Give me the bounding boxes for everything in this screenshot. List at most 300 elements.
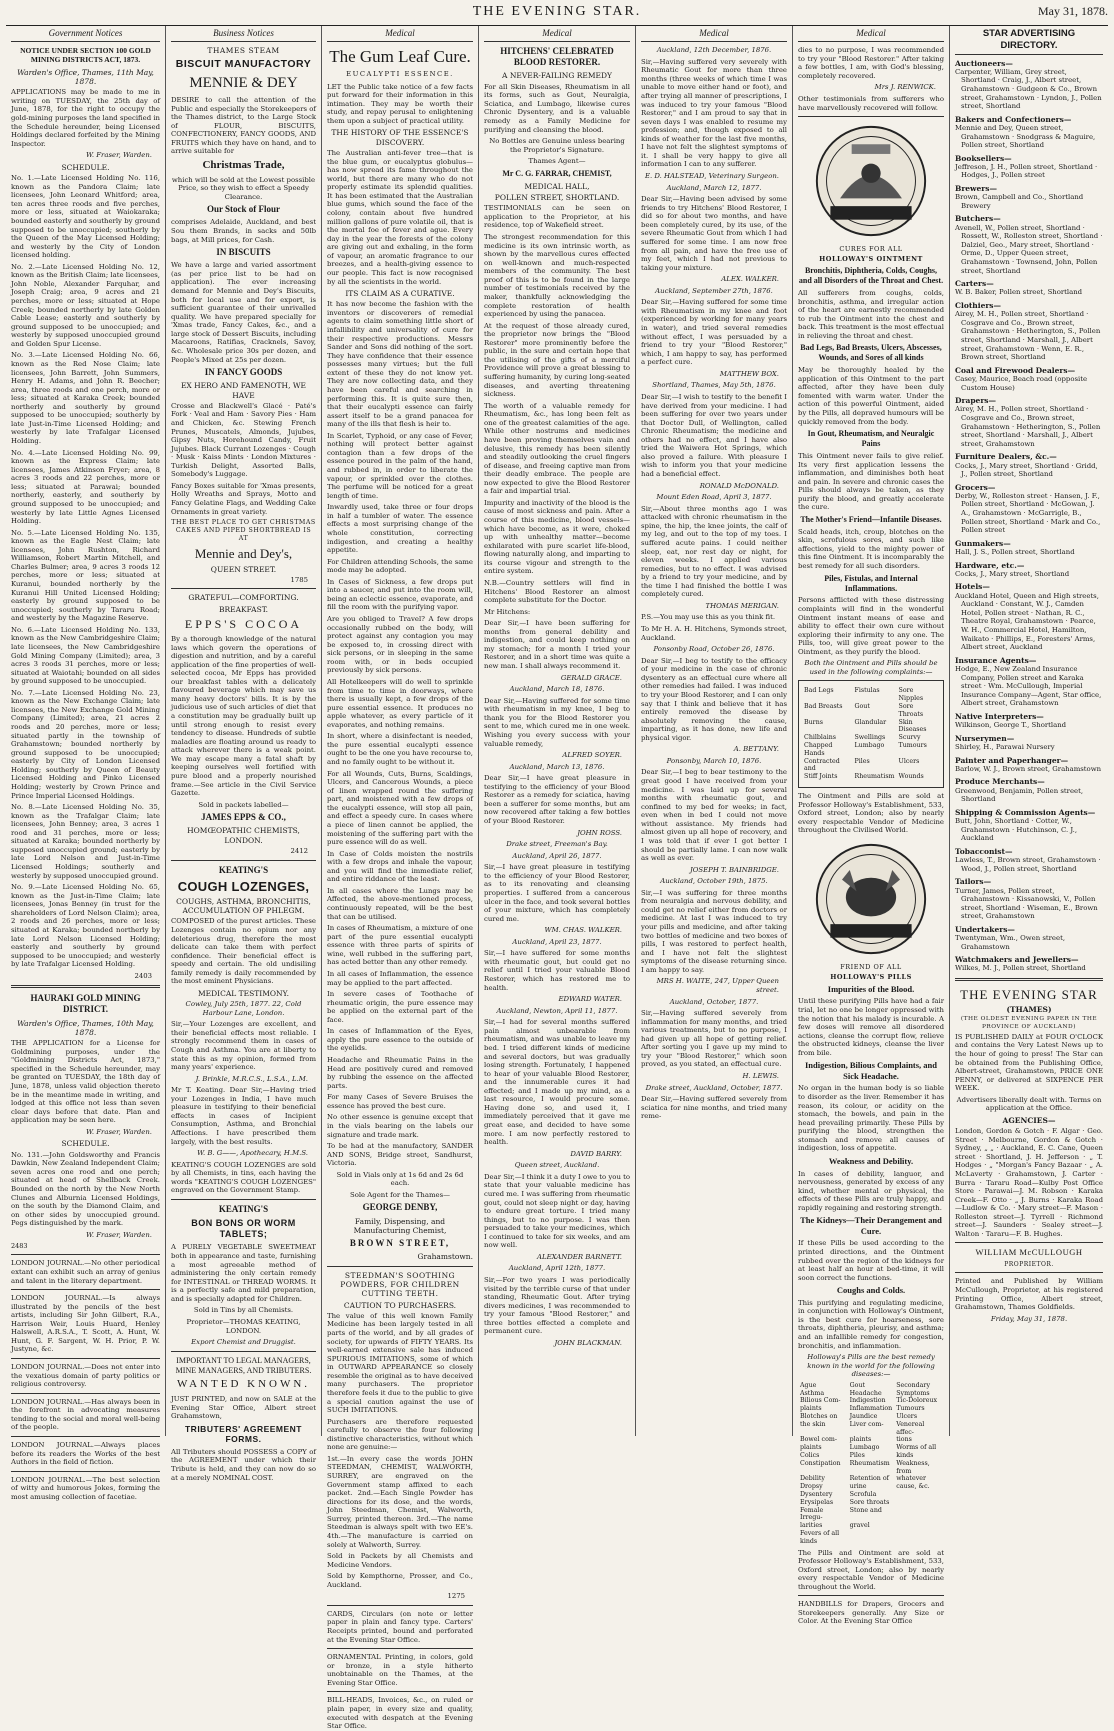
directory-category: Butchers—: [955, 214, 1001, 224]
seal-lettering: FRIEND OF ALL: [840, 962, 902, 971]
letter-body: Dear Sir,—I have been suffering for months from general debility and indigestion, and could keep nothing on my stomach; for a month I tried your Restorer, and in a short time was quite a new man. I shall always recommend it.: [484, 619, 630, 671]
table-row: [798, 1491, 944, 1499]
nota-bene: N.B.—Country settlers will find in Hitchens' Blood Restorer an almost complete substitute for the Doctor.: [484, 578, 630, 605]
letter-signature: ALEX. WALKER.: [721, 275, 779, 284]
complaints-table: [802, 687, 940, 781]
table-cell: Bowel com-: [800, 1436, 837, 1444]
table-cell: cause, &c.: [896, 1483, 930, 1491]
divider: [11, 1393, 160, 1394]
testimony-body-2: Mr T. Keating. Dear Sir,—Having tried your Lozenges in India, I have much pleasure in testifying to their beneficial effects in cases of Incipient Consumption, Asthma, and Bronchial Affections. I have prescribed them largely, with the best results.: [171, 1086, 316, 1146]
table-row: [798, 1475, 944, 1483]
letter-date: Auckland, October 19th, 1875.: [660, 877, 768, 886]
directory-entry: [955, 115, 1103, 150]
fancy-goods-heading: IN FANCY GOODS: [204, 367, 283, 378]
fancy-goods-body: Fancy Boxes suitable for 'Xmas presents, Holly Wreaths and Sprays, Motto and Fancy Gelatine Flags, and Wedding Cake Ornaments in great variety.: [171, 481, 316, 516]
never-failing-body: For all Skin Diseases, Rheumatism in all its forms, such as Gout, Neuralgia, Sciatica, and Lumbago, likewise cures Chronic Dysentery, and is a valuable remedy as a Family Medicine for purifying and cleansing the blood.: [484, 82, 630, 134]
table-cell: Headache: [849, 1389, 882, 1397]
hauraki-office: Warden's Office, Thames, 10th May, 1878.: [17, 1018, 154, 1037]
table-cell: Swellings: [854, 734, 886, 742]
letter-date: Ponsonby, March 10, 1876.: [666, 756, 762, 765]
history-heading: THE HISTORY OF THE ESSENCE'S DISCOVERY.: [331, 128, 469, 147]
billheads-ad: BILL-HEADS, Invoices, &c., on ruled or plain paper, in every size and quality, executed with despatch at the Evening Star Office.: [327, 1696, 473, 1731]
genuine-notice: No other essence is genuine except that in the vials bearing on the labels our signature and trade mark.: [327, 1113, 473, 1139]
usage-paragraph: In short, where a disinfectant is needed, the pure essential eucalypti essence ought to be the one you have recourse to, and no family ought to be without it.: [327, 732, 473, 767]
table-row: [798, 1397, 944, 1405]
table-cell: tions: [896, 1436, 912, 1444]
directory-category: Native Interpreters—: [955, 711, 1044, 721]
columns: [6, 26, 1108, 1731]
table-cell: Ulcers: [898, 757, 920, 765]
divider: [11, 1436, 160, 1437]
schedule-item: No. 7.—Late Licensed Holding No. 23, known as the New Exchange Claim; late licensees, the New Exchange Gold Mining Company (Limited); area, 21 acres 2 roods and 20 perches, more or less; situated partly in the township of Grahamstown; bounded northerly by ground supposed to be unoccupied; easterly by City of London Licensed Holding; southerly by Queen of Beauty Licensed Holding and Pinko Licensed Holding; westerly by Crown Prince and Prince Imperial Licensed Holdings.: [11, 688, 160, 800]
letter-signature: GERALD GRACE.: [560, 673, 622, 682]
kempthorne: Sold by Kempthorne, Prosser, and Co., Auckland.: [327, 1572, 473, 1589]
directory-lines: Barlow, W. J., Brown street, Grahamstown: [955, 764, 1102, 773]
queen-street: QUEEN STREET.: [210, 564, 277, 574]
gum-leaf-intro: LET the Public take notice of a few facts put forward for their information in this intimation. They may be worth their study, and repay perusal to enlightening them upon a subject of practical utility.: [327, 82, 473, 125]
letter-date: Drake street, Auckland, October, 1877.: [645, 1083, 783, 1092]
table-cell: [894, 1499, 944, 1507]
directory-lines: Airey, M. H., Pollen street, Shortland · Cosgrave and Co., Brown street, Grahamstown · Hetherington, S., Pollen street, Shortland · Marshall, J., Albert street, Grahamstown · Wenn, E. R., Brown street, Shortland: [955, 310, 1101, 362]
keatings-heading-2: KEATING'S: [218, 1203, 269, 1214]
schedule-item: No. 9.—Late Licensed Holding No. 65, known as the Just-in-Time Claim; late licensees, Jonas Benney (in trust for the shareholders of Lord Nelson Claim); area, 2 roods and 26 perches, more or less; situated at Karaka; bounded northerly by late Lord Nelson Licensed Holding; easterly and southerly by ground supposed to be unoccupied; and westerly by late Trafalgar Licensed Holding.: [11, 883, 160, 969]
mothers-friend-body: Scald heads, itch, croup, blotches on the skin, scrofulous sores, and such like affections, yield to the mighty power of this fine Ointment. It is incomparably the best remedy for all such disorders.: [798, 527, 944, 571]
table-row: [802, 773, 940, 781]
table-cell: Weakness, from: [896, 1459, 930, 1475]
medical-testimony: MEDICAL TESTIMONY.: [198, 988, 289, 998]
never-failing: A NEVER-FAILING REMEDY: [502, 71, 612, 81]
directory-lines: Avenell, W., Pollen street, Shortland · Rossett, W., Rolleston street, Shortland · Dalziel, Geo., Mary street, Shortland · Orme, D., Upper Queen street, Grahamstown · Townsend, John, Pollen street, Shortland: [955, 223, 1103, 275]
london-journal-ad: LONDON JOURNAL.—Has always been in the forefront in advocating measures tending to the social and moral well-being of the people.: [11, 1397, 160, 1432]
table-row: [798, 1538, 944, 1546]
masthead-date: May 31, 1878.: [1038, 4, 1108, 18]
directory-entry: [955, 214, 1103, 275]
request: At the request of those already cured, the proprietor now brings the "Blood Restorer" more prominently before the public, in the sure and certain hope that the utilising of the gifts of a merciful Providence will prove a great blessing to suffering humanity, by curing long-seated diseases, and averting threatening sickness.: [484, 321, 630, 399]
divider: [11, 1289, 160, 1290]
table-cell: Ulcers: [896, 1412, 918, 1420]
divider: [171, 588, 316, 589]
directory-entry: [955, 561, 1103, 579]
hauraki-title: HAURAKI GOLD MINING DISTRICT.: [30, 993, 141, 1015]
directory-lines: Shirley, H., Parawai Nursery: [955, 742, 1055, 751]
table-cell: urine: [849, 1483, 867, 1491]
evening-star-thames: (THAMES): [1006, 1005, 1052, 1015]
table-cell: Wounds: [898, 773, 924, 781]
weakness-heading: Weakness and Debility.: [828, 1155, 914, 1166]
directory-category: Drapers—: [955, 396, 997, 406]
steedman-sold: Sold in Packets by all Chemists and Medicine Vendors.: [327, 1552, 473, 1569]
directory-entry: [955, 582, 1103, 651]
letter-signature: MRS H. WAITE, 247, Upper Queen street.: [656, 977, 779, 994]
letter-body: Dear Sir,—I have great pleasure in testifying to the efficiency of your Blood Restorer as a remedy for sciatica, having been a sufferer for some months, but am now recovered after taking a few bottles of your Blood Restorer.: [484, 774, 630, 826]
letter-address: Queen street, Auckland.: [514, 1161, 600, 1170]
directory-category: Grocers—: [955, 482, 996, 492]
letter-signature: E. D. HALSTEAD, Veterinary Surgeon.: [644, 172, 779, 181]
caution-heading: CAUTION TO PURCHASERS.: [343, 1300, 457, 1310]
column-heading: Medical: [641, 28, 787, 42]
directory-entry: [955, 184, 1103, 210]
directory-entry: [955, 539, 1103, 557]
london-journal-ad: LONDON JOURNAL.—The best selection of witty and humorous Jokes, forming the most amusing collection of facetiae.: [11, 1475, 160, 1501]
directory-lines: Auckland Hotel, Queen and High streets, Auckland · Constant, W. J., Camden Hotel, Pollen street · Nathan, R. C., Theatre Royal, Grahamstown · Pearce, W. H., Commercial Hotel, Hamilton, Waikato · Phillips, E., Foresters' Arms, Albert street, Auckland: [955, 591, 1099, 652]
table-cell: Piles: [849, 1451, 865, 1459]
directory-lines: Derby, W., Rolleston street · Hansen, J. F., Pollen street, Shortland · McGowan, J. A., Grahamstown · McGarrigle, B., Pollen street, Shortland · Mark and Co., Pollen street: [955, 491, 1101, 535]
tributers-body: All Tributers should POSSESS a COPY of the AGREEMENT under which their Tribute is held, and they can now do so at a merely NOMINAL COST.: [171, 1447, 316, 1482]
letter-body: Dear Sir,—Having suffered severely from sciatica for nine months, and tried many reme-: [641, 1095, 787, 1121]
table-row: [798, 1483, 944, 1491]
directory-lines: Casey, Maurice, Beach road (opposite Custom House): [955, 374, 1088, 392]
divider: [327, 1266, 473, 1267]
directory-category: Coal and Firewood Dealers—: [955, 365, 1076, 375]
directory-entry: [955, 955, 1103, 973]
cough-lozenges-title: COUGH LOZENGES,: [177, 878, 310, 894]
table-cell: [894, 1538, 944, 1546]
table-row: [802, 758, 940, 774]
fancy-goods-sub: EX HERO AND FAMENOTH, WE HAVE: [180, 381, 307, 400]
usage-paragraph: In Case of Colds moisten the nostrils with a few drops and inhale the vapour, and you will find the immediate relief, and entire riddance of the least.: [327, 849, 473, 884]
directory-entry: [955, 301, 1103, 362]
schedule-item: No. 8.—Late Licensed Holding No. 35, known as the Trafalgar Claim; late licensees, John Benney; area, 3 acres 1 rood and 31 perches, more or less; situated at Karaka; bounded northerly by supposed unoccupied ground; easterly by late Lord Nelson and Just-in-Time Licensed Holdings; southerly and westerly by supposed unoccupied ground.: [11, 803, 160, 880]
directory-lines: Mennie and Dey, Queen street, Grahamstown · Snodgrass & Maguire, Pollen street, Shortland: [955, 123, 1096, 150]
directory-lines: Wilkinson, George T., Shortland: [955, 721, 1067, 730]
directory-category: Tailors—: [955, 877, 992, 887]
directory-category: Nurserymen—: [955, 733, 1015, 743]
table-cell: Lumbago: [849, 1444, 880, 1452]
letter-body: Dear Sir,—Having suffered for some time with Rheumatism in my knee and foot (experienced by working for many years in water), and tried several remedies without effect, I was persuaded by a friend to try your "Blood Restorer," which, I am happy to say, has performed a perfect cure.: [641, 298, 787, 367]
table-cell: Lumbago: [854, 742, 885, 750]
directory-lines: Wilkes, M. J., Pollen street, Shortland: [955, 964, 1086, 973]
letter-signature: MATTHEW BOX.: [719, 369, 779, 378]
divider: [327, 1648, 473, 1649]
usage-paragraph: Are you obliged to Travel? A few drops occasionally rubbed on the body, will protect against any contagion you may be exposed to, in crossing direct with sick persons, or in sleeping in the same room with, or in beds occupied previously by sick persons.: [327, 615, 473, 675]
directory-lines: Carpenter, William, Grey street, Shortland · Craig, J., Albert street, Grahamstown · Gudgeon & Co., Brown street, Grahamstown · Lyndon, J., Pollen street, Shortland: [955, 67, 1102, 111]
letter-date: Auckland, 12th December, 1876.: [656, 46, 772, 55]
establishment-note: The Ointment and Pills are sold at Professor Holloway's Establishment, 533, Oxford street, London; also by nearly every respectable Vendor of Medicine throughout the Civilised World.: [798, 792, 944, 835]
letter-signature: JOHN ROSS.: [577, 828, 622, 837]
indigestion-body: No organ in the human body is so liable to disorder as the liver. Remember it has reason, its colour, or acidity on the stomach, the bowels, and pain in the head prevailing primarily. These Pills by purifying the blood, strengthen the stomach and remove all causes of indigestion, loss of appetite.: [798, 1084, 944, 1153]
directory-entry: [955, 452, 1103, 478]
biscuit-manufactory: BISCUIT MANUFACTORY: [175, 58, 312, 71]
letter-date: Auckland, September 27th, 1876.: [655, 286, 773, 295]
letter-signature: DAVID BARRY.: [570, 1149, 622, 1158]
table-cell: Asthma: [800, 1389, 825, 1397]
coughs-colds-body: This purifying and regulating medicine, in conjunction with Holloway's Ointment, is the best cure for hoarseness, sore throats, diphtheria, pleurisy, and asthma; and an infallible remedy for congestion, bronchitis, and inflammation.: [798, 1298, 944, 1350]
evening-star-body: IS PUBLISHED DAILY at FOUR O'CLOCK and contains the Very Latest News up to the hour of going to press! The Star can be obtained from the Publishing Office, Albert-street, Grahamstown, PRICE ONE PENNY, or delivered at SIXPENCE PER WEEK.: [955, 1032, 1103, 1093]
divider: [955, 978, 1103, 981]
letter-salutation: Mr Hitchens:: [484, 607, 531, 616]
table-cell: Stiff Joints: [804, 773, 838, 781]
directory-category: Undertakers—: [955, 924, 1015, 934]
usage-paragraph: For many Cases of Severe Bruises the essence has proved the best cure.: [327, 1093, 473, 1110]
handbills-ad: HANDBILLS for Drapers, Grocers and Storekeepers generally. Any Size or Color. At the Evening Star Office: [798, 1600, 944, 1626]
steedman-title: STEEDMAN'S SOOTHING POWDERS, FOR CHILDREN CUTTING TEETH.: [340, 1270, 460, 1299]
table-cell: Sore Throats: [898, 703, 924, 718]
table-cell: Rheumatism: [849, 1459, 890, 1467]
mennie-dey-title: MENNIE & DEY: [189, 75, 298, 92]
table-row: [798, 1390, 944, 1398]
letter-signature: THOMAS MERIGAN.: [705, 601, 779, 610]
valuable: The worth of a valuable remedy for Rheumatism, &c., has long been felt as one of the greatest calamities of the age. While other nostrums and medicines have been proving themselves vain and delusive, this remedy has been silently and steadily outlooking the cruel fingers of disease, and freeing captive man from their deadly embrace. The people are now expected to give the Blood Restorer a fair and impartial trial.: [484, 401, 630, 496]
directory-lines: Jeffreson, J. H., Pollen street, Shortland · Hodges, J., Pollen street: [955, 162, 1098, 180]
proprietor-label: PROPRIETOR.: [1004, 1261, 1054, 1269]
directory-entry: [955, 877, 1103, 921]
directory-entry: [955, 712, 1103, 730]
schedule-item: No. 4.—Late Licensed Holding No. 99, known as the Express Claim; late licensees, James Atkinson Fryer; area, 8 acres 3 roods and 22 perches, more or less; situated at Parawai; bounded northerly, easterly, and southerly by ground supposed to be unoccupied; and westerly by late Little Agnes Licensed Holding.: [11, 448, 160, 526]
table-cell: Gout: [849, 1381, 866, 1389]
letter-date: Auckland, Newton, April 11, 1877.: [496, 1006, 618, 1015]
table-row: [798, 1413, 944, 1421]
medical-hall: MEDICAL HALL,: [524, 181, 590, 191]
fancy-goods-list: Crosse and Blackwell's Glacé · Paté's Fork · Veal and Ham · Savory Pies · Ham and Chicken, &c. Stewing French Prunes, Muscatels, Almonds, Jujubes, Gipsy Nuts, Horehound Candy, Fruit Jujubes. Black Currant Lozenges · Cough · Musk · Kaiss Mints · London Mixtures · Turkish Delight, Assorted Balls, Somebody's Luggage.: [171, 401, 316, 479]
table-cell: Venereal affec-: [896, 1420, 925, 1436]
table-cell: Jaundice: [849, 1412, 878, 1420]
usage-paragraph: In cases of Rheumatism, a mixture of one part of the pure essential eucalypti essence with three parts of spirits of wine, well rubbed in the suffering part, has acted better than any other remedy.: [327, 924, 473, 967]
column-medical-2: [479, 26, 636, 1436]
table-cell: Scrofula: [849, 1490, 877, 1498]
table-cell: Stone and: [849, 1506, 882, 1514]
directory-lines: Lawless, T., Brown street, Grahamstown · Wood, J., Pollen street, Shortland: [955, 856, 1101, 873]
column-heading: Business Notices: [171, 28, 316, 42]
directory-category: Tobacconist—: [955, 846, 1013, 856]
directory-lines: Butt, John, Shortland · Cotter, W., Grahamstown · Hutchinson, C. J., Auckland: [955, 817, 1078, 843]
letter-body: Dear Sir,—I think it a duty I owe to you to state that your valuable medicine has cured me. I was suffering from rheumatic gout, could not sleep night or day, having to endure great torture. I tried many things, but to no purpose. I was then persuaded to take your medicines, which I continued to take for six weeks, and am now well.: [484, 1172, 630, 1250]
table-cell: whatever: [896, 1475, 926, 1483]
london-journal-ad: LONDON JOURNAL.—Always places before its readers the Works of the best Authors in the field of fiction.: [11, 1440, 160, 1467]
letter-address: Drake street, Freeman's Bay.: [506, 840, 608, 849]
table-row: [798, 1522, 944, 1530]
divider: [327, 1691, 473, 1692]
schedule-heading: SCHEDULE.: [61, 1139, 110, 1149]
table-cell: Piles: [854, 757, 870, 765]
gout-heading: In Gout, Rheumatism, and Neuralgic Pains: [807, 429, 935, 449]
complaints-table-frame: [798, 680, 944, 788]
letter-body: Sir,—Having suffered very severely with Rheumatic Gout for more than three months (three weeks of which time I was unable to move either hand or foot), and after trying all manner of prescriptions, I was induced to try your famous "Blood Restorer," and I am proud to say that in seven days I was enabled to resume my profession; and, though exposed to all kinds of weather for the last five months, I have not felt the slightest symptoms of it. I shall be very happy to give all information I can to any sufferer.: [641, 57, 787, 169]
biscuits-body: We have a large and varied assortment (as per price list to be had on application). The ever increasing demand for Mennie and Dey's Biscuits, both for local use and for export, is sufficient guarantee of their unrivalled quality. We have prepared specially for 'Xmas trade, Fancy Cakes, &c., and a large stock of Dessert Biscuits, including Macaroons, Ratifias, Cracknels, Savoy, &c. Wholesale price 30s per dozen, and People's Mixed at 25s per dozen.: [171, 261, 316, 364]
agencies-heading: AGENCIES—: [1002, 1115, 1056, 1125]
denby-sub: Family, Dispensing, and Manufacturing Chemist,: [353, 1216, 447, 1235]
hauraki-signature: W. Fraser, Warden.: [86, 1127, 152, 1136]
christmas-trade: Christmas Trade,: [202, 159, 285, 171]
table-row: [798, 1436, 944, 1444]
gum-leaf-sub: EUCALYPTI ESSENCE.: [346, 70, 454, 79]
bon-bons-title: BON BONS OR WORM TABLETS;: [191, 1218, 296, 1240]
table-cell: Indigestion: [849, 1397, 886, 1405]
table-cell: Debility: [800, 1475, 825, 1483]
directory-entry: [955, 656, 1103, 708]
schedule-item: No. 6.—Late Licensed Holding No. 133, known as the New Cambridgeshire Claim; late licensees, the New Cambridgeshire Gold Mining Company (Limited); area, 3 acres 3 roods 31 perches, more or less; situated at Waiotahi; bounded on all sides by ground supposed to be unoccupied.: [11, 625, 160, 686]
thames-agent: Thames Agent—: [528, 157, 586, 166]
directory-lines: Cocks, J., Mary street, Shortland · Gridd, J., Pollen street, Shortland: [955, 461, 1098, 479]
printed-note: Printed and Published by William McCullough, Proprietor, at his registered Printing Office, Albert street, Grahamstown, Thames Goldfields.: [955, 1277, 1103, 1312]
divider: [171, 1351, 316, 1352]
letter-body: Sir,—I have great pleasure in testifying to the efficiency of your Blood Restorer, as to its renovating and cleansing properties. I suffered from a cancerous ulcer in the face, and took several bottles of your mixture, which has completely cured me.: [484, 863, 630, 923]
table-cell: Scurvy: [898, 734, 921, 742]
flour-body: comprises Adelaide, Auckland, and best Sou them Brands, in sacks and 50lb bags, at Mill prices, for Cash.: [171, 218, 316, 244]
impurities-heading: Impurities of the Blood.: [827, 983, 915, 994]
denby-name: GEORGE DENBY,: [362, 1202, 438, 1213]
diseases-table: [798, 1382, 944, 1546]
letter-body: Sir,—Having suffered severely from inflammation for many months, and tried various treatments, but to no purpose, I had given up all hope of getting relief. After sorting you I gave up my mind to try your "Blood Restorer," which soon proved, as you stated, an effectual cure.: [641, 1009, 787, 1069]
table-cell: Erysipelas: [800, 1498, 834, 1506]
usage-paragraph: Inwardly used, take three or four drops in half a tumbler of water. The essence effects a most surprising change of the whole constitution, correcting indigestion, and creating a healthy appetite.: [327, 503, 473, 555]
column-heading: Medical: [484, 28, 630, 42]
table-row: [798, 1460, 944, 1476]
letter-signature: JOSEPH T. BAINBRIDGE.: [690, 865, 779, 874]
letter-date: Auckland, April 12th, 1877.: [508, 1264, 606, 1273]
sole-agent: Sole Agent for the Thames—: [349, 1190, 451, 1199]
directory-lines: Twentyman, Wm., Owen street, Grahamstown: [955, 934, 1066, 951]
usage-paragraph: In severe cases of Toothache of rheumatic origin, the pure essence may be applied on the external part of the face.: [327, 990, 473, 1024]
table-cell: Bilious Com-: [800, 1397, 841, 1405]
table-cell: Blotches on: [800, 1412, 838, 1420]
impurity: Impurity and inactivity of the blood is the cause of most sickness and pain. After a course of this medicine, blood vessels—which have become, as it were, choked up with unhealthy matter—become exhilarated with pure scarlet life-blood, flowing naturally along, and imparting to its course vigour and strength to the entire system.: [484, 498, 630, 576]
claim-heading: ITS CLAIM AS A CURATIVE.: [345, 289, 455, 299]
usage-paragraph: In Cases of Sickness, a few drops put into a saucer, and put into the room will, being an eclectic essence, evaporate, and fill the room with the purifying vapor.: [327, 577, 473, 612]
directory-entry: [955, 396, 1103, 448]
directory-heading: STAR ADVERTISING DIRECTORY.: [955, 28, 1103, 55]
table-row: [798, 1405, 944, 1413]
table-cell: Fevers of all: [800, 1529, 840, 1537]
table-cell: [848, 1530, 895, 1538]
letter-signature: JOHN BLACKMAN.: [554, 1338, 622, 1347]
tributers-title: TRIBUTERS' AGREEMENT FORMS.: [184, 1423, 302, 1445]
column-medical-1: [322, 26, 479, 1731]
strongest: The strongest recommendation for this medicine is its own intrinsic worth, as shown by the marvellous cures effected on well-known and much-respected members of the community. The best proof of this is to be found in the large number of testimonials received by the maker, thankfully acknowledging the complete restoration of health experienced by using the panacea.: [484, 233, 630, 319]
directory-lines: Greenwood, Benjamin, Pollen street, Shortland: [955, 786, 1084, 804]
table-row: [798, 1452, 944, 1460]
table-cell: Sore Nipples: [898, 687, 924, 703]
kidneys-body: If these Pills be used according to the printed directions, and the Ointment rubbed over the region of the kidneys for at least half an hour at bed-time, it will soon correct the functions.: [798, 1239, 944, 1282]
divider: [955, 1272, 1103, 1273]
hauraki-body: THE APPLICATION for a License for Goldmining purposes, under the "Goldmining Districts Act, 1873," specified in the Schedule hereunder, may be granted on TUESDAY, the 18th day of June, 1878, unless valid objection thereto be in the meantime made in writing, and lodged at this office not less than seven clear days before that date. Plan and application may be seen here.: [11, 1039, 160, 1125]
divider: [798, 1595, 944, 1596]
letter-date: Auckland, March 12, 1877.: [666, 183, 762, 192]
bronchitis-heading: Bronchitis, Diphtheria, Colds, Coughs, and all Disorders of the Throat and Chest.: [798, 266, 944, 286]
directory-lines: Hodge, E., New Zealand Insurance Company, Pollen street and Karaka street · Wm. McCullough, Imperial Insurance Company—Agent, Star office, Albert street, Grahamstown: [955, 664, 1102, 708]
directory-category: Shipping & Commission Agents—: [955, 807, 1096, 817]
bon-bons-sold: Sold in Tins by all Chemists.: [193, 1306, 294, 1315]
column-medical-3: [636, 26, 793, 1436]
letter-signature: H. LEWIS.: [742, 1072, 779, 1081]
proprietor: Proprietor—THOMAS KEATING, LONDON.: [186, 1317, 301, 1335]
table-cell: plaints: [849, 1436, 872, 1444]
table-cell: Secondary: [896, 1381, 931, 1389]
divider: [11, 985, 160, 988]
directory-category: Furniture Dealers, &c.—: [955, 452, 1057, 462]
letter-date: Ponsonby Road, October 26, 1876.: [653, 645, 775, 654]
mennie-body: DESIRE to call the attention of the Public and especially the Storekeepers of the Thames district, to the Large Stock of FLOUR, BISCUITS, CONFECTIONERY, FANCY GOODS, AND FRUITS which they have on hand, and to arrive suitable for: [171, 96, 316, 156]
directory-entry: [955, 483, 1103, 535]
pollen-street: POLLEN STREET, SHORTLAND.: [494, 193, 620, 203]
seal-lettering: HOLLOWAY'S OINTMENT: [819, 255, 923, 264]
table-cell: Retention of: [849, 1475, 889, 1483]
piles-body: Persons afflicted with these distressing complaints will find in the wonderful Ointment instant means of ease and ability to effect their own cure without exploring their infirmity to any one. The Pills, too, will give great power to the Ointment, as they purify the blood.: [798, 596, 944, 656]
directory-entry: [955, 59, 1103, 111]
table-cell: [894, 1522, 944, 1530]
directory-category: Brewers—: [955, 184, 997, 194]
table-row: [802, 742, 940, 758]
issue-date: Friday, May 31, 1878.: [990, 1314, 1068, 1323]
evening-star-oldest: (THE OLDEST EVENING PAPER IN THE PROVINCE OF AUCKLAND): [960, 1016, 1098, 1030]
claim-body: It has now become the fashion with the inventors or discoverers of remedial agents to claim something little short of infallibility and universality of cure for their respective productions. Messrs Sander and Sons did nothing of the sort. They have confidence that their essence possesses many virtues; but the full extent of these they do not know yet. They are now collecting data, and they have been careful and searching in performing this. It is quite sure then, that their eucalypti essence can fairly assert itself to be a grand panacea for many of the ills that flesh is heir to.: [327, 300, 473, 429]
best-place: THE BEST PLACE TO GET CHRISTMAS CAKES AND PIPED SHORTBREAD IS AT: [171, 519, 316, 542]
gum-leaf-title: The Gum Leaf Cure.: [329, 47, 471, 67]
table-row: [798, 1421, 944, 1437]
table-cell: Gout: [854, 703, 870, 711]
breakfast: BREAKFAST.: [218, 604, 269, 614]
table-cell: Chilblains: [804, 734, 837, 742]
letter-body: Sir,—I have suffered for some months with rheumatic gout, but could get no relief until I tried your valuable Blood Restorer, which has restored me to health.: [484, 949, 630, 992]
table-cell: Inflammation: [849, 1405, 893, 1413]
epps-body: By a thorough knowledge of the natural laws which govern the operations of digestion and nutrition, and by a careful application of the fine properties of well-selected cocoa, Mr Epps has provided our breakfast tables with a delicately flavoured beverage which may save us many heavy doctors' bills. It is by the judicious use of such articles of diet that a constitution may be gradually built up until strong enough to resist every tendency to disease. Hundreds of subtle maladies are floating around us ready to attack wherever there is a weak point. We may escape many a fatal shaft by keeping ourselves well fortified with pure blood and a properly nourished frame.—See article in the Civil Service Gazette.: [171, 634, 316, 798]
table-cell: Burns: [804, 718, 823, 726]
holloway-ointment-seal-icon: [813, 123, 929, 239]
steedman-steps: 1st.—In every case the words JOHN STEEDMAN, CHEMIST, WALWORTH, SURREY, are engraved on the Government stamp affixed to each packet. 2nd.—Each Single Powder has directions for its dose, and the words, John Steedman, Chemist, Walworth, Surrey, printed thereon. 3rd.—The name Steedman is always spelt with two EE's. 4th.—The manufacture is carried on solely at Walworth, Surrey.: [327, 1454, 473, 1549]
cards-ad: CARDS, Circulars (on note or letter paper in plain and fancy type. Carters' Receipts printed, bound and perforated at the Evening Star Office.: [327, 1609, 473, 1644]
agencies-list: London, Gordon & Gotch · F. Algar · Geo. Street · Melbourne, Gordon & Gotch · Sydney, „ „ · Auckland, E. C. Cane, Queen street · Shortland, J. H. Jefferson · „ T. Hodges · „ "Morgan's Fancy Bazaar · „ A. McLaverty · Grahamstown, J. Carter · Burra · Tararu Road—Kulby Post Office Store · Parawai—J. M. Robson · Karaka Creek—F. Otto · „ J. Burns · Karaka Road—Ludlow & Co. · Mary street—F. Mason · Rolleston street—J. Tyrrell · Richmond street—J. Saunders · Sealey street—J. Walton · Tararu—F. B. Hughes.: [955, 1127, 1103, 1238]
hitchens-title: HITCHENS' CELEBRATED BLOOD RESTORER.: [500, 46, 614, 68]
ad-number: 2412: [290, 846, 308, 855]
letter-signature: A. BETTANY.: [733, 745, 779, 754]
genuine-bottles: No Bottles are Genuine unless bearing the Proprietor's Signature.: [489, 137, 625, 154]
divider: [171, 1199, 316, 1200]
table-cell: Chapped Hands: [804, 742, 833, 757]
directory-lines: Airey, M. H., Pollen street, Shortland · Cosgrave and Co., Brown street, Grahamstown · Hetherington, S., Pollen street, Shortland · Marshall, J., Albert street, Grahamstown: [955, 405, 1101, 448]
epps-chemists: HOMŒOPATHIC CHEMISTS, LONDON.: [187, 826, 300, 845]
vials-price: Sold in Vials only at 1s 6d and 2s 6d each.: [336, 1170, 464, 1188]
flour-heading: Our Stock of Flour: [206, 204, 281, 215]
directory-entry: [955, 847, 1103, 873]
notice-signature: W. Fraser, Warden.: [86, 151, 152, 160]
schedule-item: No. 1.—Late Licensed Holding No. 116, known as the Pandora Claim; late licensees, John Leonard Whitford; area, ten acres three roods and five perches, more or less, situated at Waiokaraka; bounded easterly and southerly by ground supposed to be unoccupied; southerly by the Queen of the May Licensed Holding; and westerly by the City of London licensed holding.: [11, 174, 160, 260]
letter-signature: Mrs J. RENWICK.: [874, 83, 936, 92]
schedule-heading: SCHEDULE.: [61, 162, 110, 172]
bronchitis-body: All sufferers from coughs, colds, bronchitis, asthma, and irregular action of the heart are earnestly recommended to rub the Ointment into the chest and back. This treatment is the most effectual in relieving the throat and chest.: [798, 289, 944, 340]
table-cell: Colics: [800, 1451, 820, 1459]
directory-lines: Brown, Campbell and Co., Shortland Brewery: [955, 193, 1084, 210]
directory-entry: [955, 756, 1103, 774]
table-row: [798, 1499, 944, 1507]
table-cell: [894, 1491, 944, 1499]
weakness-body: In cases of debility, languor, and nervousness, generated by excess of any kind, whether mental or physical, the effects of these Pills are truly happy, and rapidly regaining and restoring strength.: [798, 1169, 944, 1212]
bon-bons-body: A PURELY VEGETABLE SWEETMEAT both in appearance and taste, furnishing a most agreeable method of administering the only certain remedy for INTESTINAL or THREAD WORMS. It is a perfectly safe and mild preparation, and is specially adapted for Children.: [171, 1243, 316, 1303]
holloway-pills-seal-icon: [813, 841, 929, 957]
cough-lozenges-sub: COUGHS, ASTHMA, BRONCHITIS, ACCUMULATION OF PHLEGM.: [176, 896, 311, 916]
bad-legs-heading: Bad Legs, Bad Breasts, Ulcers, Abscesses, Wounds, and Sores of all kinds: [800, 343, 942, 363]
table-row: [802, 719, 940, 735]
epps-cocoa: EPPS'S COCOA: [184, 617, 303, 632]
directory-lines: Hall, J. S., Pollen street, Shortland: [955, 548, 1075, 557]
testimony-signature: J. Brinkle, M.R.C.S., L.S.A., L.M.: [195, 1074, 308, 1083]
impurities-body: Until these purifying Pills have had a fair trial, let no one be longer oppressed with the notion that his malady is incurable. A few doses will remove all disordered actions, cleanse the corrupt flow, relieve the obstructed kidneys, cleanse the liver from bile.: [798, 997, 944, 1057]
directory-entry: [955, 279, 1103, 297]
thames-steam: THAMES STEAM: [207, 46, 280, 56]
letter-date: Shortland, Thames, May 5th, 1876.: [652, 381, 776, 390]
table-cell: Bad Legs: [804, 687, 834, 695]
table-cell: Fistulas: [854, 687, 880, 695]
farrar-name: Mr C. G. FARRAR, CHEMIST,: [502, 168, 612, 178]
column-heading: Medical: [798, 28, 944, 42]
hauraki-signature-2: W. Fraser, Warden.: [86, 1230, 152, 1239]
usage-paragraph: For Children attending Schools, the same mode may be adopted.: [327, 557, 473, 575]
seal-lettering: CURES FOR ALL: [839, 245, 903, 254]
ad-number: 2483: [11, 1242, 28, 1251]
others-note: Other testimonials from sufferers who have marvellously recovered will follow.: [798, 94, 944, 112]
table-row: [802, 734, 940, 742]
london-journal-ad: LONDON JOURNAL.—Is always illustrated by the pencils of the best artists, including Sir John Gilbert, R.A., Harrison Weir, Louis Huard, Henley Halswell, A.R.S.A., T. Scott, A. Hunt, W. Hunt, G. F. Sargent, W. H. Prior, P. W. Justyne, &c.: [11, 1294, 160, 1354]
table-cell: plaints: [800, 1405, 822, 1413]
indigestion-heading: Indigestion, Bilious Complaints, and Sick Headache.: [804, 1060, 938, 1081]
